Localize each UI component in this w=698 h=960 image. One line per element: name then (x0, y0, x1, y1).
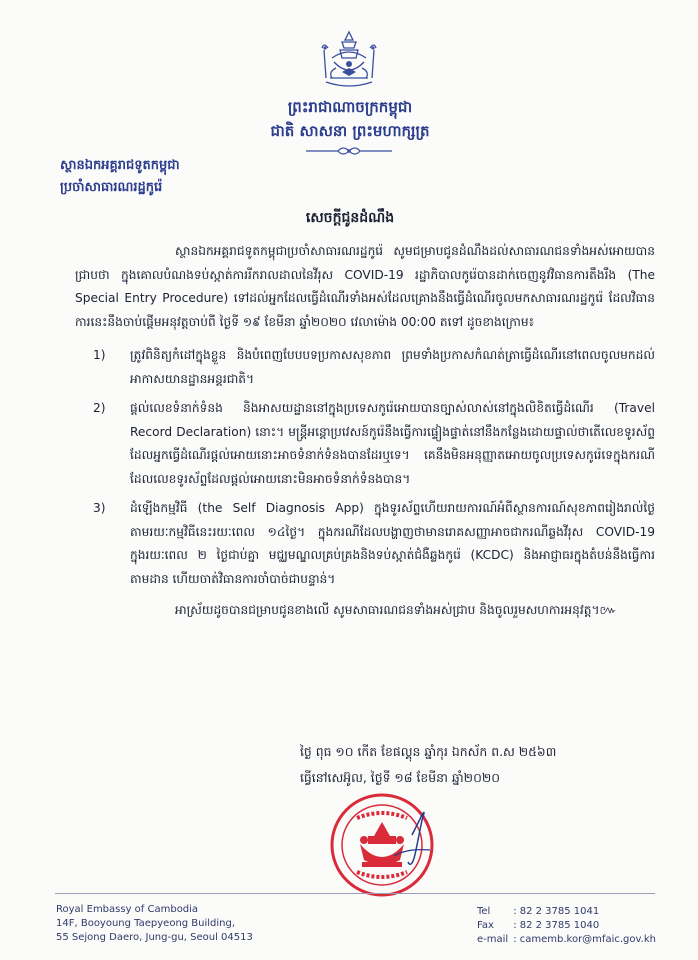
sender-block (60, 155, 280, 199)
sender-name: ស្ថានឯកអគ្គរាជទូតកម្ពុជា (60, 158, 180, 173)
contact-info (477, 905, 687, 947)
list-item (75, 397, 655, 491)
list-item (75, 344, 655, 391)
national-motto: ជាតិ សាសនា ព្រះមហាក្សត្រ (270, 122, 430, 140)
email-row (477, 933, 687, 947)
lunar-date: ថ្ងៃ ពុធ ១០ កើត ខែផល្គុន ឆ្នាំកុរ ឯកស័ក ព.ស ២៥៦៣ (300, 744, 557, 759)
list-item-number: 1) (93, 348, 106, 362)
contact-label: Tel (477, 906, 491, 917)
contact-label: Fax (477, 920, 494, 931)
contact-label: e-mail (477, 934, 509, 945)
embassy-address (56, 903, 316, 945)
measures-list (75, 344, 655, 591)
fax-row (477, 919, 687, 933)
ornament-divider-icon (302, 144, 396, 158)
kingdom-name: ព្រះរាជាណាចក្រកម្ពុជា (287, 98, 413, 116)
embassy-name: Royal Embassy of Cambodia (56, 904, 199, 915)
footer-divider (55, 893, 655, 894)
list-item-number: 3) (93, 501, 106, 515)
document-title: សេចក្តីជូនដំណឹង (305, 210, 395, 226)
address-line-1: 14F, Booyoung Taepyeong Building, (56, 918, 236, 929)
contact-value: : 82 2 3785 1040 (513, 920, 600, 931)
list-item-text: ដំឡើងកម្មវិធី (the Self Diagnosis App) ក្នុងទូរស័ព្ទហើយរាយការណ៍អំពីស្ថានការណ៍សុខភាពរៀងរាល់ថ្ងៃតាមរយៈកម្មវិធីនេះរយៈពេល ១៤ថ្ងៃ។ ក្នុងករណីដែលបង្ហាញថាមានរោគសញ្ញាអាចជាករណីឆ្លងវីរុស COVID-19 ក្នុងរយៈពេល ២ ថ្ងៃជាប់គ្នា មជ្ឈមណ្ឌលគ្រប់គ្រងនិងទប់ស្កាត់ជំងឺឆ្លងកូរ៉េ (KCDC) និងអាជ្ញាធរក្នុងតំបន់នឹងធ្វើការតាមដាន ហើយចាត់វិធានការចាំបាច់ជាបន្ទាន់។ (130, 501, 655, 586)
intro-paragraph: ស្ថានឯកអគ្គរាជទូតកម្ពុជាប្រចាំសាធារណរដ្ឋកូរ៉េ សូមជម្រាបជូនដំណឹងដល់សាធារណជនទាំងអស់អោយបានជ្រាបថា ក្នុងគោលបំណងទប់ស្កាត់ការរីករាលដាលនៃវីរុស COVID-19 រដ្ឋាភិបាលកូរ៉េបានដាក់ចេញនូវវិធានការតឹងរឹង (The Special Entry Procedure) ទៅដល់អ្នកដែលធ្វើដំណើរទាំងអស់ដែលគ្រោងនឹងធ្វើដំណើរចូលមកសាធារណរដ្ឋកូរ៉េ ដែលវិធានការនេះនឹងចាប់ផ្តើមអនុវត្តចាប់ពី ថ្ងៃទី ១៩ ខែមីនា ឆ្នាំ២០២០ វេលាម៉ោង 00:00 តទៅ ដូចខាងក្រោម៖ (75, 244, 655, 329)
list-item (75, 497, 655, 591)
royal-emblem-icon (312, 28, 386, 90)
document-body (75, 240, 655, 623)
official-seal-icon (312, 790, 452, 900)
contact-value: : camemb.kor@mfaic.gov.kh (513, 934, 656, 945)
address-line-2: 55 Sejong Daero, Jung-gu, Seoul 04513 (56, 932, 253, 943)
closing-paragraph: អាស្រ័យដូចបានជម្រាបជូនខាងលើ សូមសាធារណជនទាំងអស់ជ្រាប និងចូលរួមសហការអនុវត្ត។៚ (175, 603, 617, 617)
sender-location: ប្រចាំសាធារណរដ្ឋកូរ៉េ (60, 180, 163, 195)
list-item-text: ផ្តល់លេខទំនាក់ទំនង និងអាសយដ្ឋាននៅក្នុងប្រទេសកូរ៉េអោយបានច្បាស់លាស់នៅក្នុងលិខិតធ្វើដំណើរ (Travel Record Declaration) នោះ។ មន្ត្រីអន្តោប្រវេសន៍កូរ៉េនឹងធ្វើការផ្ទៀងផ្ទាត់នៅនឹងកន្លែងដោយផ្ទាល់ថាតើលេខទូរស័ព្ទដែលអ្នកធ្វើដំណើរផ្តល់អោយនោះអាចទំនាក់ទំនងបានដែរឬទេ។ គេនឹងមិនអនុញ្ញាតអោយចូលប្រទេសកូរ៉េទេក្នុងករណីដែលលេខទូរស័ព្ទដែលផ្តល់អោយនោះមិនអាចទំនាក់ទំនងបាន។ (130, 401, 655, 486)
list-item-number: 2) (93, 401, 106, 415)
tel-row (477, 905, 687, 919)
contact-value: : 82 2 3785 1041 (513, 906, 600, 917)
list-item-text: ត្រូវពិនិត្យកំដៅក្នុងខ្លួន និងបំពេញបែបបទប្រកាសសុខភាព ព្រមទាំងប្រកាសកំណត់ត្រាធ្វើដំណើរនៅពេលចូលមកដល់អាកាសយានដ្ឋានអន្តរជាតិ។ (130, 348, 655, 386)
place-and-date: ធ្វើនៅសេអ៊ូល, ថ្ងៃទី ១៨ ខែមីនា ឆ្នាំ២០២០ (300, 770, 500, 785)
